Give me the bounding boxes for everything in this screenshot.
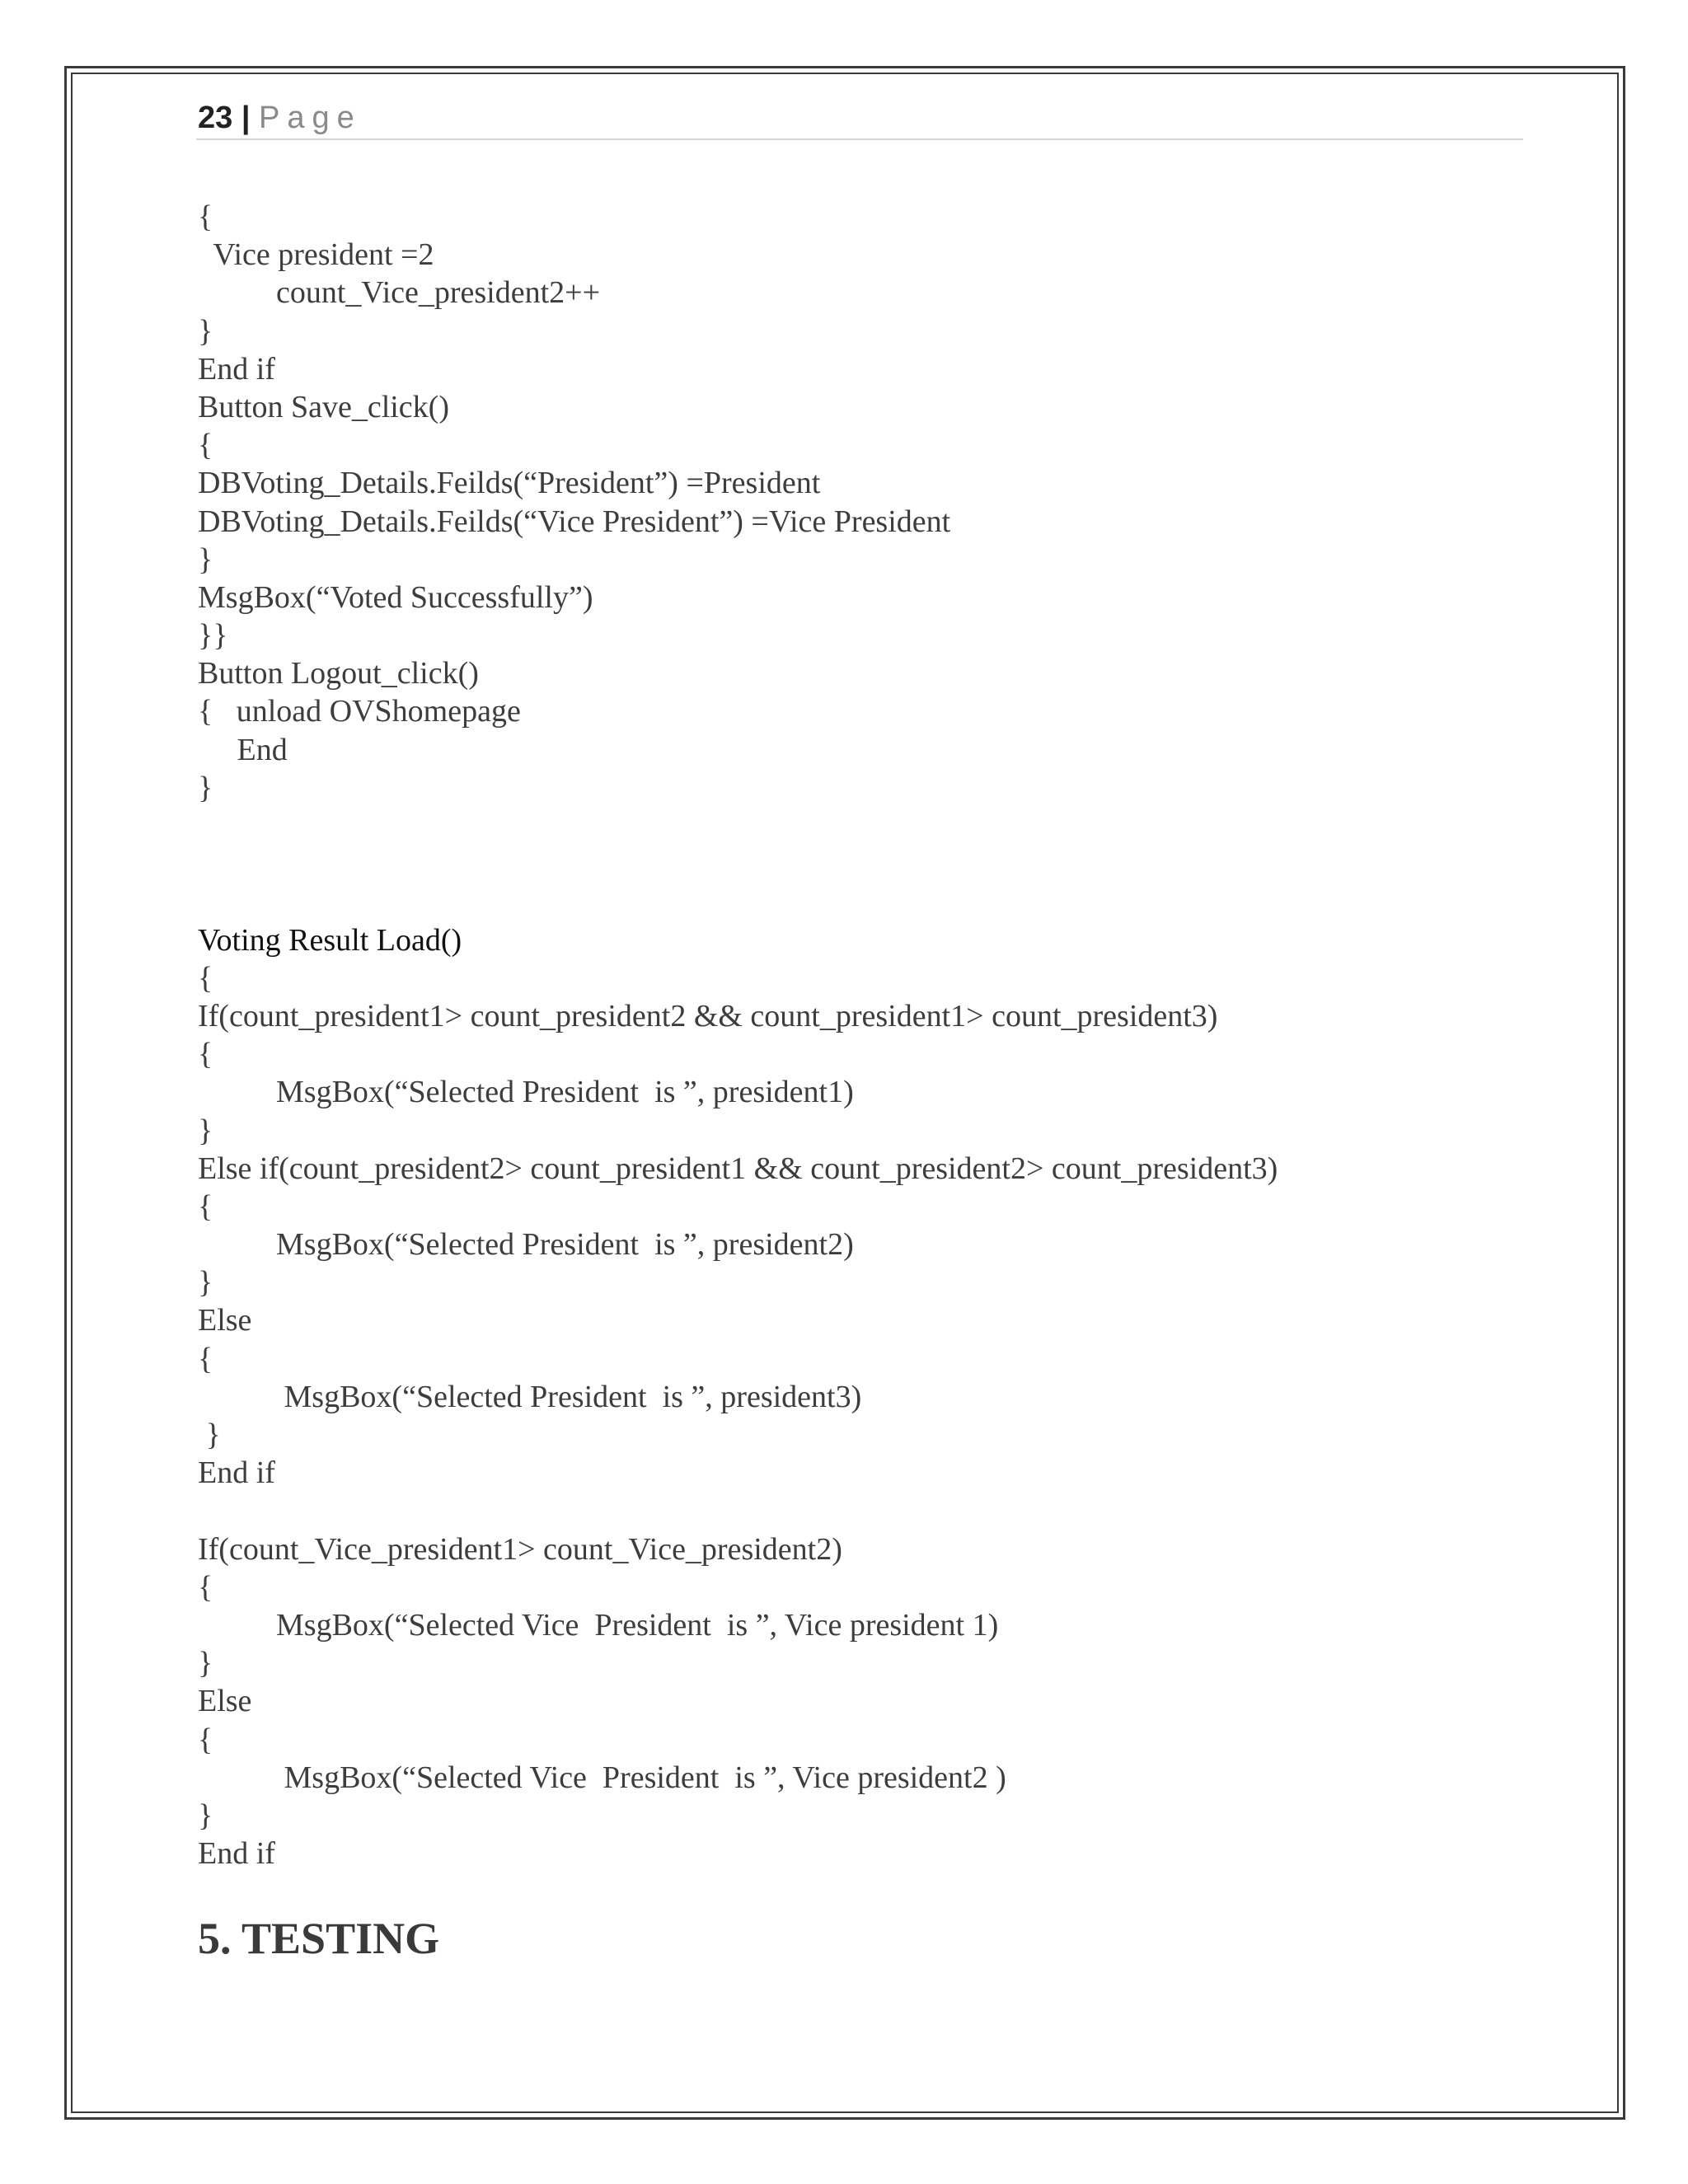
code-line: } (198, 770, 213, 805)
code-line: Else (198, 1684, 252, 1719)
code-line: } (198, 1646, 213, 1681)
code-line: } (198, 541, 213, 577)
code-line: } (198, 1797, 213, 1833)
code-line: Vice president =2 (198, 237, 434, 273)
page-label: Page (259, 101, 362, 135)
code-line: } (198, 313, 213, 349)
code-line: Button Logout_click() (198, 656, 479, 691)
code-line: If(count_Vice_president1> count_Vice_president2) (198, 1531, 842, 1567)
code-line: } (198, 1418, 221, 1452)
blank-line (198, 845, 1517, 883)
code-line: Voting Result Load() (198, 922, 462, 958)
code-line: { unload OVShomepage (198, 694, 521, 729)
code-line: count_Vice_president2++ (198, 275, 601, 311)
code-line: DBVoting_Details.Feilds(“President”) =President (198, 466, 821, 501)
code-line: End (198, 732, 288, 767)
code-line: MsgBox(“Selected Vice President is ”, Vice president2 ) (198, 1760, 1006, 1795)
code-line: MsgBox(“Selected President is ”, president2) (198, 1227, 854, 1263)
code-line: MsgBox(“Selected Vice President is ”, Vice president 1) (198, 1607, 999, 1643)
header-rule (196, 138, 1523, 140)
code-line: End if (198, 1836, 275, 1872)
code-line: End if (198, 351, 275, 387)
code-line: { (198, 1722, 213, 1757)
code-line: { (198, 428, 213, 463)
page-number: 23 (198, 101, 233, 135)
code-line: { (198, 1569, 213, 1605)
section-heading: 5. TESTING (198, 1914, 440, 1963)
page-separator: | (241, 101, 251, 135)
code-line: { (198, 960, 213, 996)
code-line: Button Save_click() (198, 389, 449, 424)
code-line: { (198, 1188, 213, 1224)
code-line: { (198, 1037, 213, 1072)
blank-line (198, 1492, 1517, 1530)
code-line: MsgBox(“Selected President is ”, president3) (198, 1379, 862, 1414)
code-line: End if (198, 1455, 275, 1491)
code-line: { (198, 1341, 213, 1376)
code-line: MsgBox(“Voted Successfully”) (198, 579, 593, 615)
blank-line (198, 807, 1517, 845)
code-line: DBVoting_Details.Feilds(“Vice President”) =Vice President (198, 504, 951, 539)
code-line: Else (198, 1303, 252, 1338)
code-line: } (198, 1113, 213, 1148)
code-line: Else if(count_president2> count_president1 && count_president2> count_president3) (198, 1151, 1278, 1186)
code-line: { (198, 199, 213, 234)
code-line: }} (198, 618, 228, 654)
code-line: } (198, 1265, 213, 1301)
page-header (198, 97, 362, 138)
code-line: If(count_president1> count_president2 && count_president1> count_president3) (198, 998, 1218, 1033)
code-line: MsgBox(“Selected President is ”, president1) (198, 1075, 854, 1110)
code-listing (198, 198, 1517, 1872)
blank-line (198, 883, 1517, 921)
